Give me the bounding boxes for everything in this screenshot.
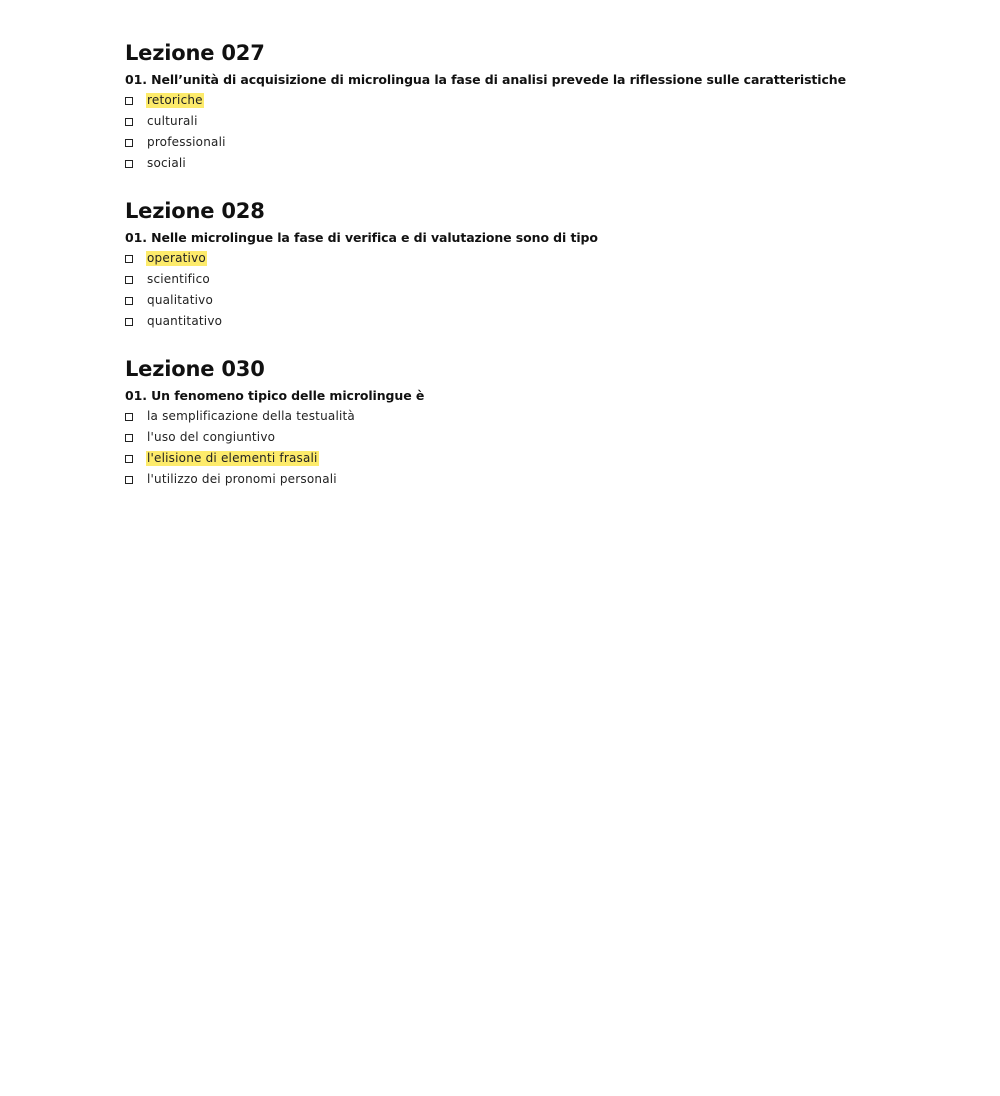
answer-text: l'utilizzo dei pronomi personali bbox=[147, 472, 337, 486]
answer-text: professionali bbox=[147, 135, 226, 149]
answer-option[interactable] bbox=[125, 311, 945, 332]
answer-list bbox=[125, 406, 945, 490]
lesson-030 bbox=[125, 354, 945, 490]
checkbox-square-icon[interactable] bbox=[125, 276, 133, 284]
answer-list bbox=[125, 90, 945, 174]
lesson-028 bbox=[125, 196, 945, 332]
checkbox-square-icon[interactable] bbox=[125, 476, 133, 484]
question-text: 01. Un fenomeno tipico delle microlingue è bbox=[125, 388, 425, 403]
checkbox-square-icon[interactable] bbox=[125, 297, 133, 305]
question-text: 01. Nell’unità di acquisizione di microlingua la fase di analisi prevede la riflessione sulle caratteristiche bbox=[125, 72, 846, 87]
answer-text: sociali bbox=[147, 156, 186, 170]
answer-option[interactable] bbox=[125, 469, 945, 490]
answer-option[interactable] bbox=[125, 427, 945, 448]
answer-option[interactable] bbox=[125, 90, 945, 111]
answer-option[interactable] bbox=[125, 132, 945, 153]
checkbox-square-icon[interactable] bbox=[125, 255, 133, 263]
checkbox-square-icon[interactable] bbox=[125, 160, 133, 168]
answer-text-correct: l'elisione di elementi frasali bbox=[147, 451, 318, 465]
answer-option[interactable] bbox=[125, 269, 945, 290]
answer-option[interactable] bbox=[125, 248, 945, 269]
lesson-title: Lezione 030 bbox=[125, 357, 265, 381]
answer-text: qualitativo bbox=[147, 293, 213, 307]
answer-text: scientifico bbox=[147, 272, 210, 286]
checkbox-square-icon[interactable] bbox=[125, 434, 133, 442]
checkbox-square-icon[interactable] bbox=[125, 455, 133, 463]
answer-option[interactable] bbox=[125, 406, 945, 427]
answer-option[interactable] bbox=[125, 290, 945, 311]
lesson-title: Lezione 028 bbox=[125, 199, 265, 223]
answer-text: quantitativo bbox=[147, 314, 223, 328]
answer-option[interactable] bbox=[125, 153, 945, 174]
answer-text: culturali bbox=[147, 114, 198, 128]
answer-list bbox=[125, 248, 945, 332]
answer-text: l'uso del congiuntivo bbox=[147, 430, 276, 444]
answer-text-correct: operativo bbox=[147, 251, 206, 265]
answer-option[interactable] bbox=[125, 111, 945, 132]
answer-text-correct: retoriche bbox=[147, 93, 203, 107]
checkbox-square-icon[interactable] bbox=[125, 97, 133, 105]
document-page bbox=[125, 38, 945, 490]
lesson-title: Lezione 027 bbox=[125, 41, 265, 65]
checkbox-square-icon[interactable] bbox=[125, 318, 133, 326]
question-text: 01. Nelle microlingue la fase di verifica e di valutazione sono di tipo bbox=[125, 230, 598, 245]
checkbox-square-icon[interactable] bbox=[125, 413, 133, 421]
answer-text: la semplificazione della testualità bbox=[147, 409, 355, 423]
lesson-027 bbox=[125, 38, 945, 174]
checkbox-square-icon[interactable] bbox=[125, 118, 133, 126]
checkbox-square-icon[interactable] bbox=[125, 139, 133, 147]
answer-option[interactable] bbox=[125, 448, 945, 469]
